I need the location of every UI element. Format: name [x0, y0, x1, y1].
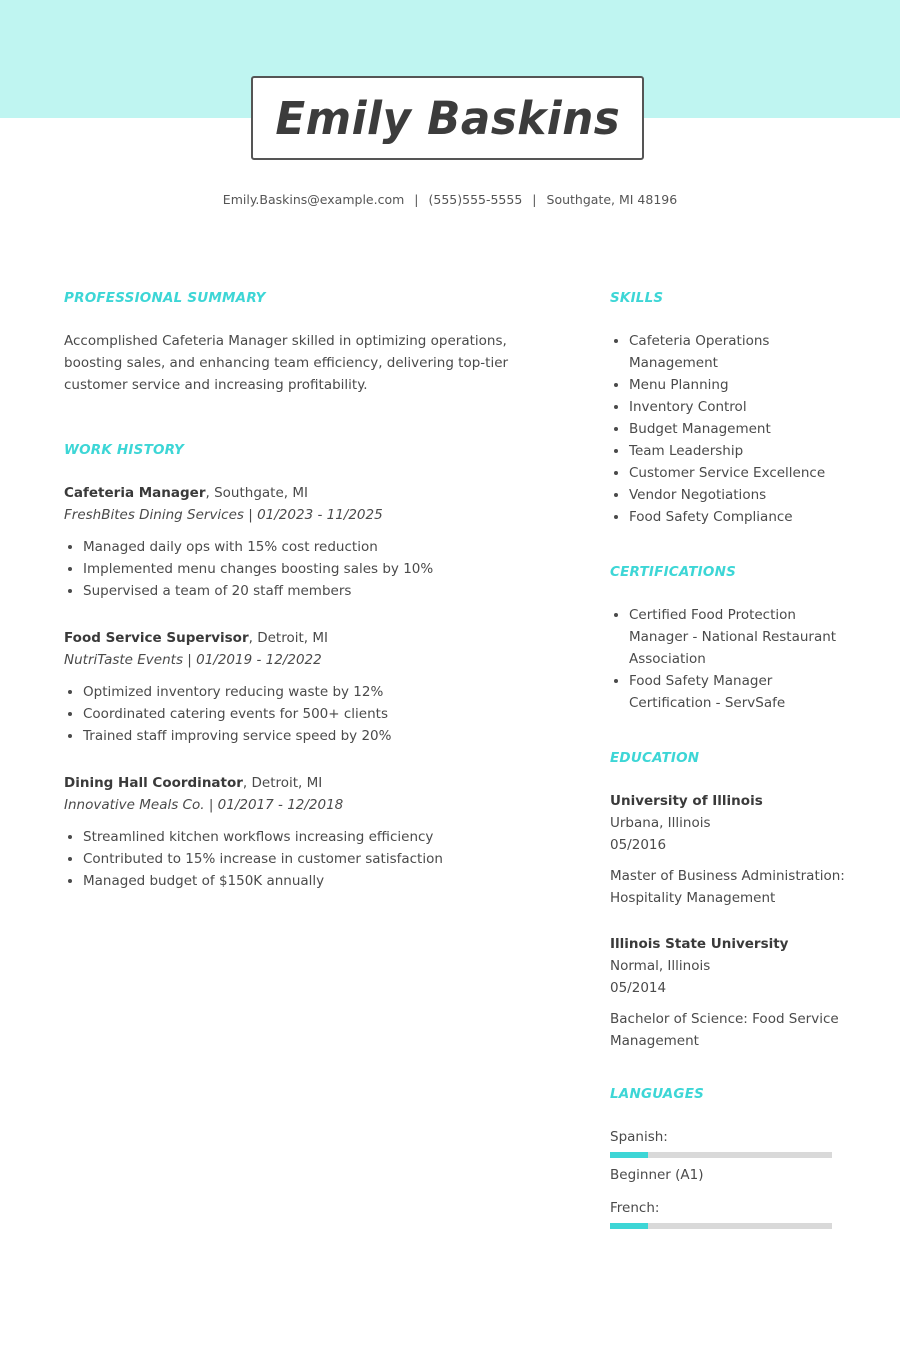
- job-bullet: • Contributed to 15% increase in customer satisfaction: [83, 848, 534, 870]
- job-bullets: [64, 536, 534, 602]
- job-company: Innovative Meals Co. | 01/2017 - 12/2018: [64, 797, 344, 813]
- summary-text: Accomplished Cafeteria Manager skilled in optimizing operations, boosting sales, and enhancing team efficiency, delivering top-tier customer service and increasing profitability.: [64, 333, 509, 393]
- skills-list: [610, 330, 850, 528]
- job-company: FreshBites Dining Services | 01/2023 - 11/2025: [64, 507, 383, 523]
- job-bullet: • Supervised a team of 20 staff members: [83, 580, 534, 602]
- contact-phone[interactable]: (555)555-5555: [428, 192, 523, 207]
- contact-email[interactable]: Emily.Baskins@example.com: [222, 192, 405, 207]
- language-name: Spanish:: [610, 1129, 668, 1145]
- job-title-line: [64, 627, 534, 649]
- languages-section: [610, 1086, 850, 1229]
- skill-item: • Vendor Negotiations: [629, 484, 850, 506]
- degree: Bachelor of Science: Food Service Management: [610, 1011, 839, 1049]
- language-proficiency-bar: [610, 1223, 832, 1229]
- skill-item: • Inventory Control: [629, 396, 850, 418]
- section-title: CERTIFICATIONS: [610, 564, 736, 580]
- degree: Master of Business Administration: Hospitality Management: [610, 868, 845, 906]
- language-proficiency-fill: [610, 1223, 648, 1229]
- right-column: [610, 290, 850, 1235]
- section-title: SKILLS: [610, 290, 664, 306]
- school-name: University of Illinois: [610, 793, 763, 809]
- education-entry: [610, 933, 850, 1052]
- graduation-date: 05/2016: [610, 837, 667, 853]
- language-name: French:: [610, 1200, 660, 1216]
- language-level: Beginner (A1): [610, 1167, 704, 1183]
- job-role: Dining Hall Coordinator: [64, 775, 243, 791]
- job-place: , Detroit, MI: [248, 630, 328, 646]
- job-bullets: [64, 826, 534, 892]
- contact-line: [0, 192, 900, 207]
- school-city: Normal, Illinois: [610, 958, 711, 974]
- job-entry: [64, 482, 534, 602]
- job-bullet: • Implemented menu changes boosting sales by 10%: [83, 558, 534, 580]
- skill-item: • Food Safety Compliance: [629, 506, 850, 528]
- job-bullet: • Managed daily ops with 15% cost reduction: [83, 536, 534, 558]
- contact-separator: |: [532, 192, 537, 207]
- job-role: Food Service Supervisor: [64, 630, 249, 646]
- skill-item: • Team Leadership: [629, 440, 850, 462]
- job-bullet: • Coordinated catering events for 500+ clients: [83, 703, 534, 725]
- job-bullet: • Optimized inventory reducing waste by 12%: [83, 681, 534, 703]
- certifications-section: [610, 564, 850, 714]
- job-bullet: • Trained staff improving service speed by 20%: [83, 725, 534, 747]
- language-entry: [610, 1197, 850, 1229]
- job-bullet: • Streamlined kitchen workflows increasing efficiency: [83, 826, 534, 848]
- contact-location: Southgate, MI 48196: [546, 192, 678, 207]
- skill-item: • Cafeteria Operations Management: [629, 330, 850, 374]
- section-title: LANGUAGES: [610, 1086, 705, 1102]
- skill-item: • Menu Planning: [629, 374, 850, 396]
- skill-item: • Budget Management: [629, 418, 850, 440]
- skills-section: [610, 290, 850, 528]
- summary-section: [64, 290, 534, 396]
- certifications-list: [610, 604, 850, 714]
- skill-item: • Customer Service Excellence: [629, 462, 850, 484]
- school-name: Illinois State University: [610, 936, 789, 952]
- certification-item: • Certified Food Protection Manager - National Restaurant Association: [629, 604, 850, 670]
- job-place: , Detroit, MI: [242, 775, 323, 791]
- section-title: WORK HISTORY: [64, 442, 184, 458]
- contact-separator: |: [414, 192, 419, 207]
- candidate-name: Emily Baskins: [275, 91, 620, 145]
- school-city: Urbana, Illinois: [610, 815, 711, 831]
- language-entry: [610, 1126, 850, 1186]
- job-entry: [64, 627, 534, 747]
- job-bullets: [64, 681, 534, 747]
- work-section: [64, 442, 534, 892]
- education-entry: [610, 790, 850, 909]
- education-section: [610, 750, 850, 1052]
- left-column: [64, 290, 534, 917]
- section-title: EDUCATION: [610, 750, 700, 766]
- graduation-date: 05/2014: [610, 980, 667, 996]
- job-entry: [64, 772, 534, 892]
- job-place: , Southgate, MI: [205, 485, 308, 501]
- job-title-line: [64, 482, 534, 504]
- certification-item: • Food Safety Manager Certification - ServSafe: [629, 670, 850, 714]
- job-title-line: [64, 772, 534, 794]
- language-proficiency-bar: [610, 1152, 832, 1158]
- name-box: [251, 76, 644, 160]
- job-company: NutriTaste Events | 01/2019 - 12/2022: [64, 652, 322, 668]
- language-proficiency-fill: [610, 1152, 648, 1158]
- job-role: Cafeteria Manager: [64, 485, 206, 501]
- section-title: PROFESSIONAL SUMMARY: [64, 290, 266, 306]
- job-bullet: • Managed budget of $150K annually: [83, 870, 534, 892]
